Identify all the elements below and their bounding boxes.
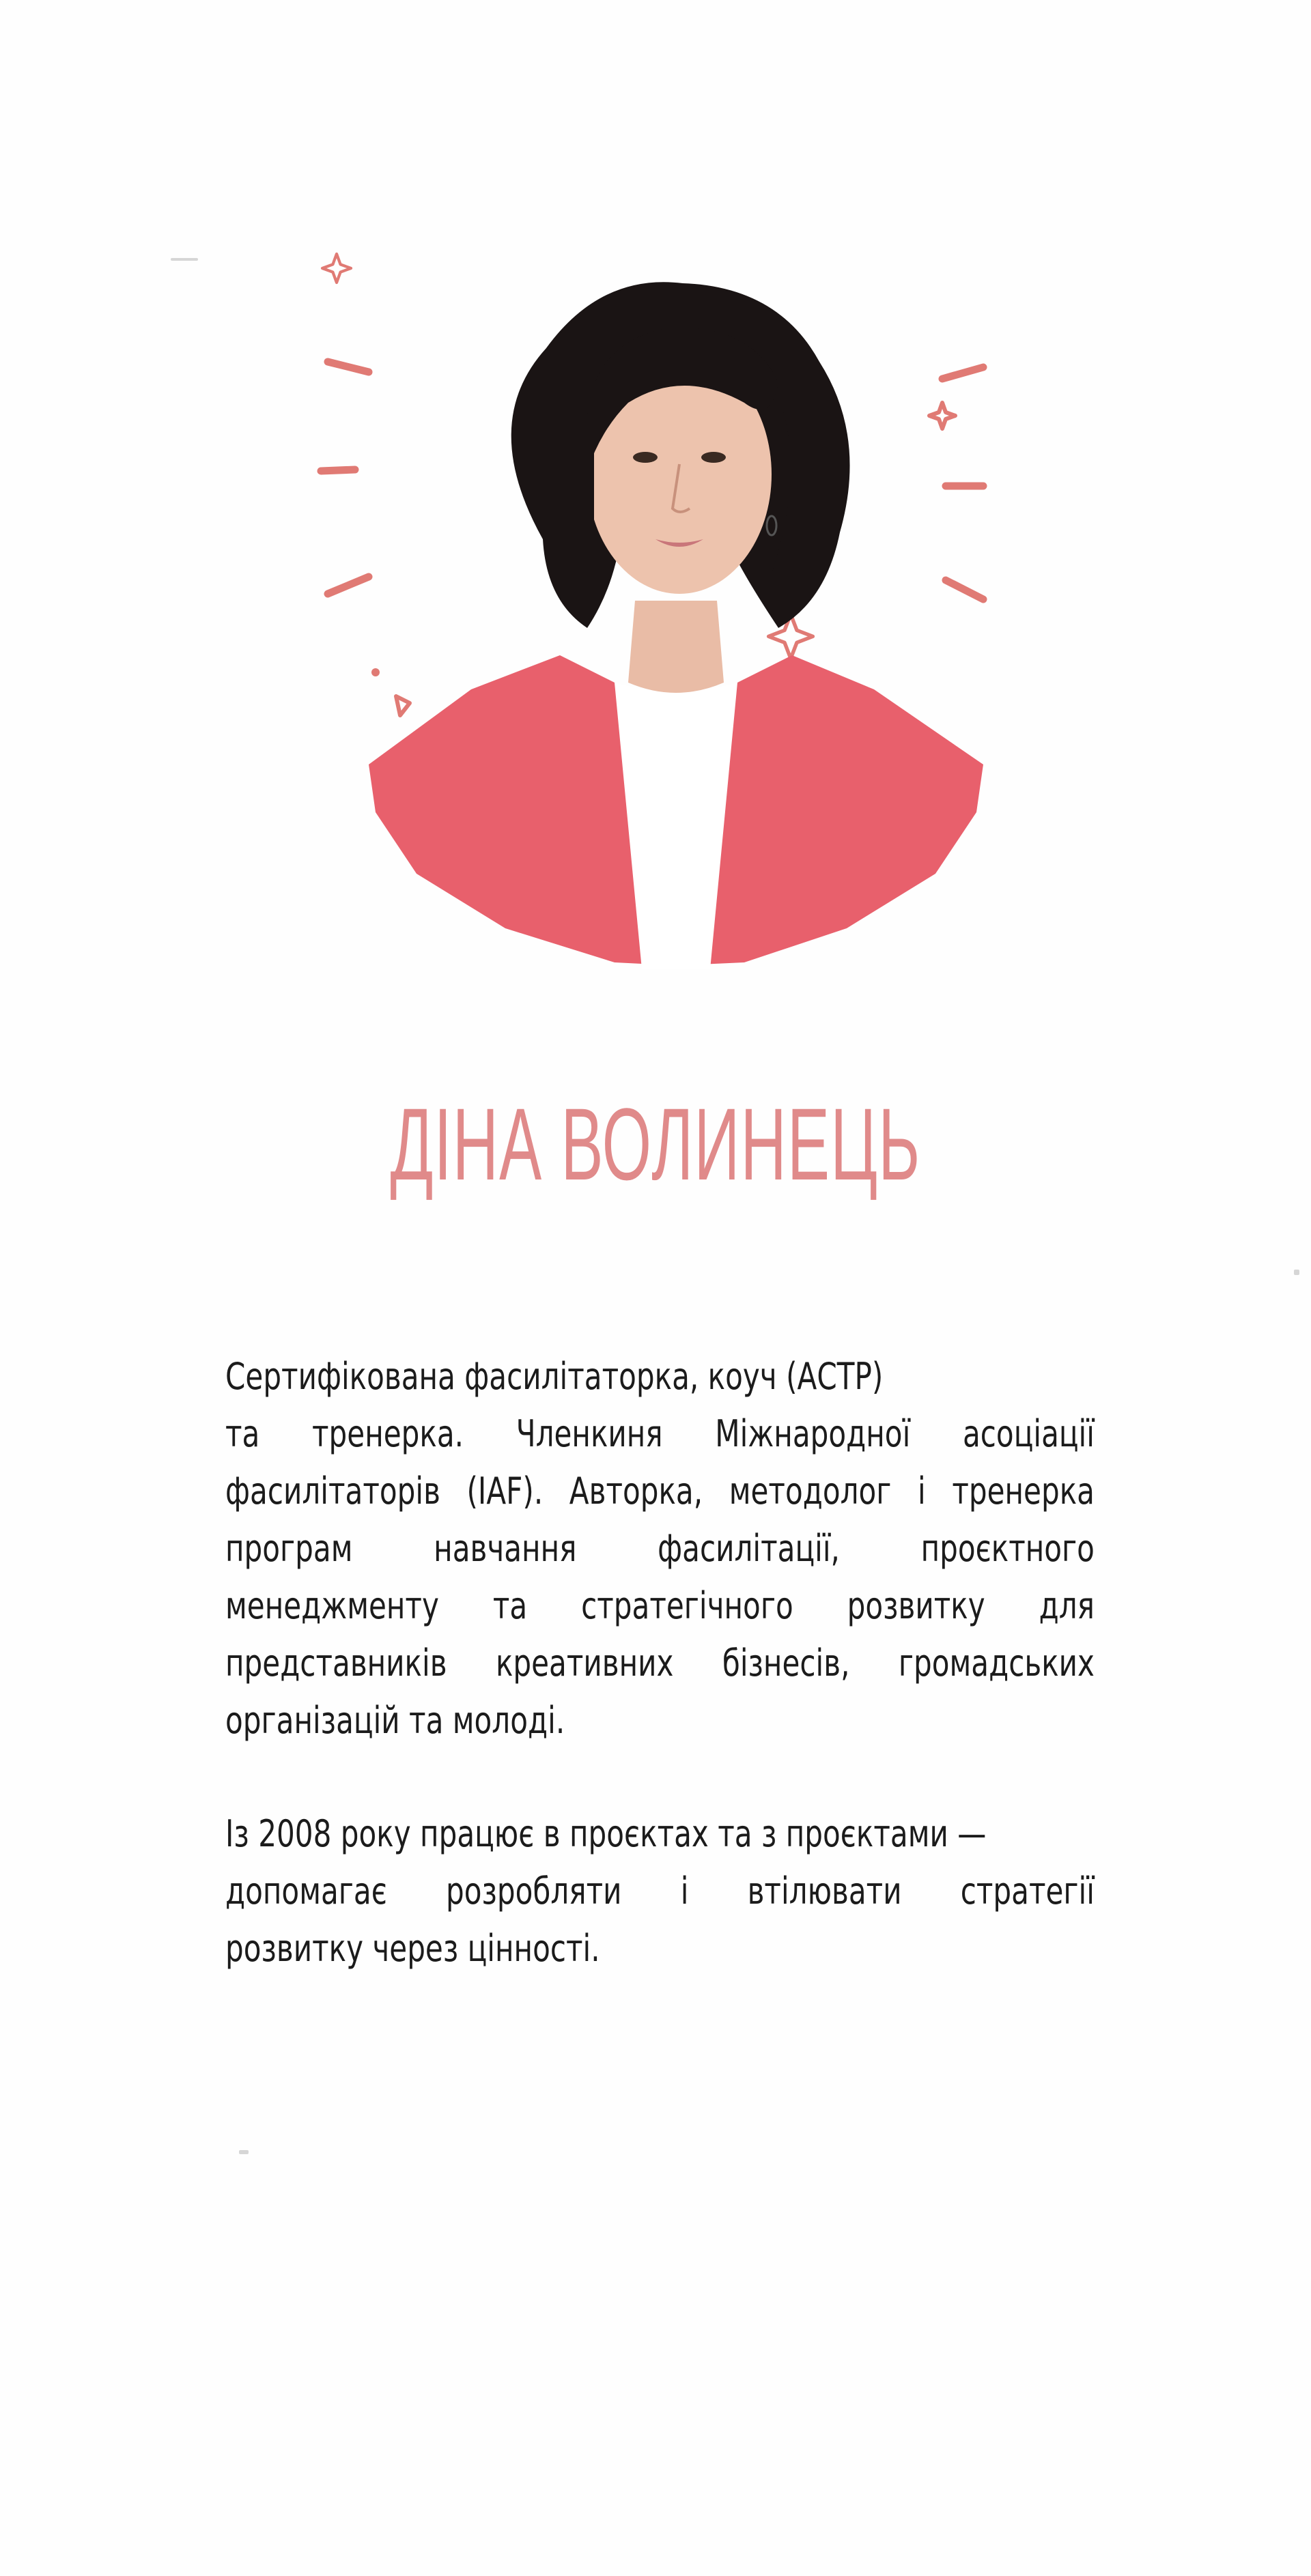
bio-line: розвитку через цінності. xyxy=(225,1927,600,1970)
scan-speck xyxy=(171,258,198,261)
bio-line: Сертифікована фасилітаторка, коуч (АСТР) xyxy=(225,1355,884,1398)
bio-line: допомагає розробляти і втілювати стратегії xyxy=(225,1870,1095,1913)
bio-line: представників креативних бізнесів, громадських xyxy=(225,1642,1095,1685)
scan-speck xyxy=(1294,1270,1299,1275)
bio-line: фасилітаторів (IAF). Авторка, методолог і тренерка xyxy=(225,1470,1095,1513)
portrait-illustration xyxy=(300,246,1052,1024)
scan-speck xyxy=(239,2150,249,2154)
bio-line: та тренерка. Членкиня Міжнародної асоціації xyxy=(225,1412,1095,1455)
bio-line: організацій та молоді. xyxy=(225,1699,565,1742)
bio-line: програм навчання фасилітації, проєктного xyxy=(225,1527,1095,1570)
bio-line: менеджменту та стратегічного розвитку для xyxy=(225,1584,1095,1627)
person-name: ДІНА ВОЛИНЕЦЬ xyxy=(390,1087,921,1201)
bio-line: Із 2008 року працює в проєктах та з проєктами — xyxy=(225,1812,987,1855)
bio-paragraph-2 xyxy=(225,1805,1096,1977)
bio-paragraph-1 xyxy=(225,1348,1096,1749)
